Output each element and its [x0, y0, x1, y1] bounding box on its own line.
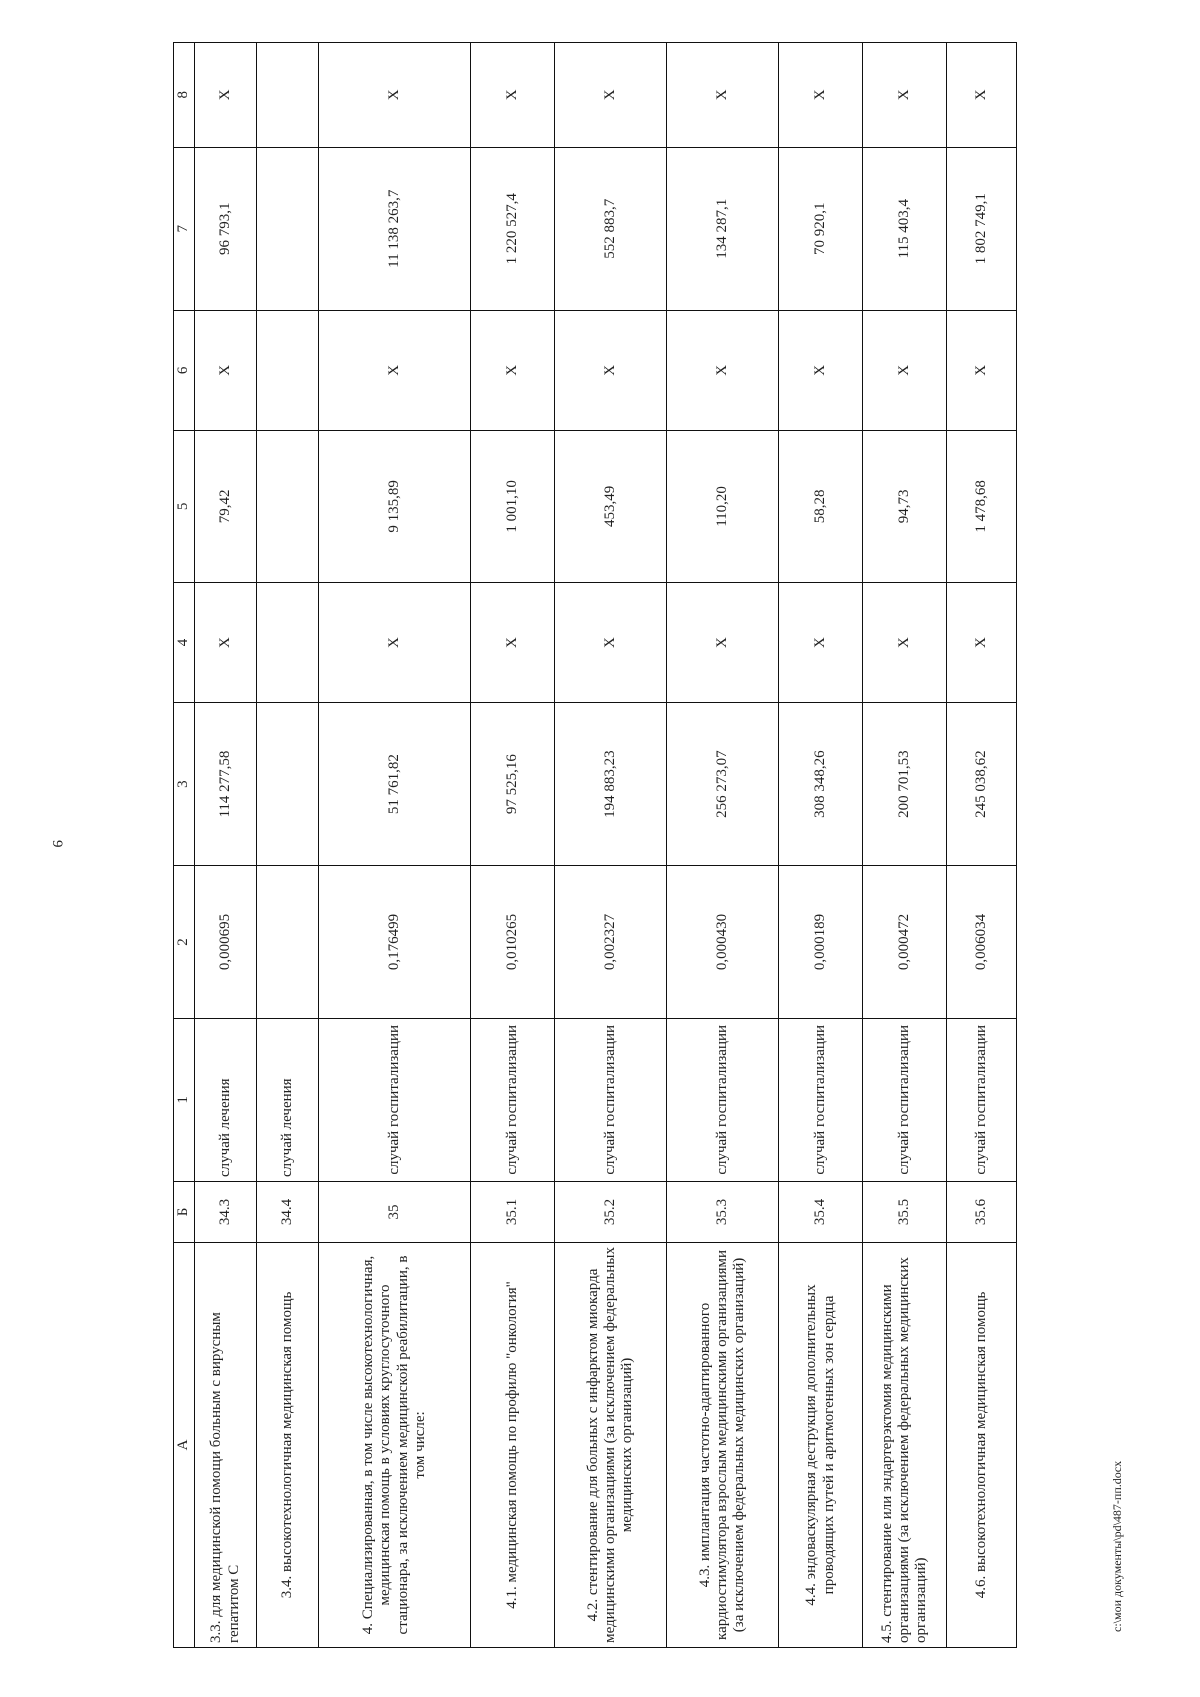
- table-cell-c3: 256 273,07: [667, 702, 779, 865]
- table-cell-c3: 51 761,82: [319, 702, 471, 865]
- table-cell-c5: 79,42: [195, 430, 257, 582]
- table-cell-c6: X: [319, 310, 471, 430]
- table-cell-c6: X: [471, 310, 555, 430]
- column-header: 6: [174, 310, 195, 430]
- table-cell-c1: случай госпитализации: [863, 1018, 947, 1181]
- data-table: [173, 42, 1017, 1648]
- table-cell-c6: X: [195, 310, 257, 430]
- table-cell-c1: случай лечения: [257, 1018, 319, 1181]
- column-header: 2: [174, 866, 195, 1018]
- table-cell-b: 35.6: [947, 1181, 1017, 1242]
- table-cell-c1: случай госпитализации: [319, 1018, 471, 1181]
- table-cell-c5: 9 135,89: [319, 430, 471, 582]
- table-cell-c8: X: [667, 43, 779, 148]
- table-cell-c5: 453,49: [555, 430, 667, 582]
- table-cell-c4: X: [779, 583, 863, 703]
- table-row: [319, 43, 471, 1648]
- table-cell-c4: X: [863, 583, 947, 703]
- table-cell-a: 4.6. высокотехнологичная медицинская помощь: [947, 1242, 1017, 1647]
- table-cell-b: 34.4: [257, 1181, 319, 1242]
- table-cell-c7: 1 802 749,1: [947, 147, 1017, 310]
- table-cell-b: 34.3: [195, 1181, 257, 1242]
- table-cell-c2: 0,000189: [779, 866, 863, 1018]
- table-cell-b: 35.5: [863, 1181, 947, 1242]
- table-cell-c8: [257, 43, 319, 148]
- table-cell-c8: X: [195, 43, 257, 148]
- table-cell-c5: 1 478,68: [947, 430, 1017, 582]
- column-header: 1: [174, 1018, 195, 1181]
- table-cell-b: 35.4: [779, 1181, 863, 1242]
- table-cell-c4: X: [667, 583, 779, 703]
- table-cell-b: 35: [319, 1181, 471, 1242]
- table-cell-a: 4.2. стентирование для больных с инфарктом миокарда медицинскими организациями (за исключением федеральных медицинских организаций): [555, 1242, 667, 1647]
- table-row: [667, 43, 779, 1648]
- table-cell-c7: 552 883,7: [555, 147, 667, 310]
- table-cell-c5: 1 001,10: [471, 430, 555, 582]
- table-cell-c6: X: [555, 310, 667, 430]
- column-header: 8: [174, 43, 195, 148]
- table-cell-c8: X: [471, 43, 555, 148]
- table-cell-c3: 308 348,26: [779, 702, 863, 865]
- table-cell-c3: 245 038,62: [947, 702, 1017, 865]
- table-cell-a: 4.4. эндоваскулярная деструкция дополнительных проводящих путей и аритмогенных зон сердца: [779, 1242, 863, 1647]
- table-cell-c5: 94,73: [863, 430, 947, 582]
- table-cell-c8: X: [947, 43, 1017, 148]
- table-cell-c4: X: [555, 583, 667, 703]
- footer-file-path: c:\мои документы\pd\487-пп.docx: [1110, 1460, 1124, 1632]
- table-cell-c7: 11 138 263,7: [319, 147, 471, 310]
- table-cell-c5: [257, 430, 319, 582]
- table-cell-c6: X: [863, 310, 947, 430]
- table-cell-c2: [257, 866, 319, 1018]
- table-row: [779, 43, 863, 1648]
- table-cell-c8: X: [555, 43, 667, 148]
- table-cell-c3: 114 277,58: [195, 702, 257, 865]
- table-cell-c4: X: [947, 583, 1017, 703]
- table-cell-b: 35.1: [471, 1181, 555, 1242]
- table-cell-c6: X: [779, 310, 863, 430]
- column-header: 7: [174, 147, 195, 310]
- table-cell-c7: 70 920,1: [779, 147, 863, 310]
- table-cell-a: 4. Специализированная, в том числе высокотехнологичная, медицинская помощь в условиях круглосуточного стационара, за исключением медицинской реабилитации, в том числе:: [319, 1242, 471, 1647]
- column-header: 5: [174, 430, 195, 582]
- table-cell-c3: 97 525,16: [471, 702, 555, 865]
- table-cell-c1: случай госпитализации: [471, 1018, 555, 1181]
- table-cell-c8: X: [319, 43, 471, 148]
- table-cell-c1: случай лечения: [195, 1018, 257, 1181]
- table-cell-c7: 115 403,4: [863, 147, 947, 310]
- table-cell-c6: X: [667, 310, 779, 430]
- table-cell-c3: [257, 702, 319, 865]
- table-cell-a: 4.5. стентирование или эндартерэктомия медицинскими организациями (за исключением федеральных медицинских организаций): [863, 1242, 947, 1647]
- table-cell-c7: 134 287,1: [667, 147, 779, 310]
- table-cell-a: 4.3. имплантация частотно-адаптированного кардиостимулятора взрослым медицинскими организациями (за исключением федеральных медицинских организаций): [667, 1242, 779, 1647]
- table-cell-c7: 96 793,1: [195, 147, 257, 310]
- table-cell-c7: 1 220 527,4: [471, 147, 555, 310]
- table-cell-c8: X: [863, 43, 947, 148]
- table-cell-b: 35.3: [667, 1181, 779, 1242]
- table-cell-a: 3.3. для медицинской помощи больным с вирусным гепатитом С: [195, 1242, 257, 1647]
- table-cell-c1: случай госпитализации: [667, 1018, 779, 1181]
- table-cell-a: 4.1. медицинская помощь по профилю "онкология": [471, 1242, 555, 1647]
- table-cell-c5: 110,20: [667, 430, 779, 582]
- table-cell-c2: 0,000695: [195, 866, 257, 1018]
- column-header: 4: [174, 583, 195, 703]
- table-cell-c1: случай госпитализации: [947, 1018, 1017, 1181]
- table-cell-c1: случай госпитализации: [779, 1018, 863, 1181]
- table-row: [471, 43, 555, 1648]
- table-cell-c2: 0,000430: [667, 866, 779, 1018]
- table-row: [555, 43, 667, 1648]
- table-cell-c2: 0,176499: [319, 866, 471, 1018]
- table-cell-c4: X: [319, 583, 471, 703]
- table-cell-c3: 200 701,53: [863, 702, 947, 865]
- table-cell-c2: 0,000472: [863, 866, 947, 1018]
- column-header: Б: [174, 1181, 195, 1242]
- table-cell-c8: X: [779, 43, 863, 148]
- table-cell-a: 3.4. высокотехнологичная медицинская помощь: [257, 1242, 319, 1647]
- table-cell-c4: X: [195, 583, 257, 703]
- table-cell-c7: [257, 147, 319, 310]
- table-cell-c2: 0,002327: [555, 866, 667, 1018]
- table-container: [173, 42, 1001, 1648]
- column-header: 3: [174, 702, 195, 865]
- table-cell-c6: [257, 310, 319, 430]
- table-row: [257, 43, 319, 1648]
- table-cell-c4: X: [471, 583, 555, 703]
- table-cell-c6: X: [947, 310, 1017, 430]
- table-row: [947, 43, 1017, 1648]
- header-row: [174, 43, 195, 1648]
- table-cell-c3: 194 883,23: [555, 702, 667, 865]
- column-header: А: [174, 1242, 195, 1647]
- table-cell-c2: 0,010265: [471, 866, 555, 1018]
- table-cell-c1: случай госпитализации: [555, 1018, 667, 1181]
- table-row: [863, 43, 947, 1648]
- table-cell-b: 35.2: [555, 1181, 667, 1242]
- page-number: 9: [49, 840, 65, 848]
- table-row: [195, 43, 257, 1648]
- table-cell-c5: 58,28: [779, 430, 863, 582]
- table-cell-c2: 0,006034: [947, 866, 1017, 1018]
- table-cell-c4: [257, 583, 319, 703]
